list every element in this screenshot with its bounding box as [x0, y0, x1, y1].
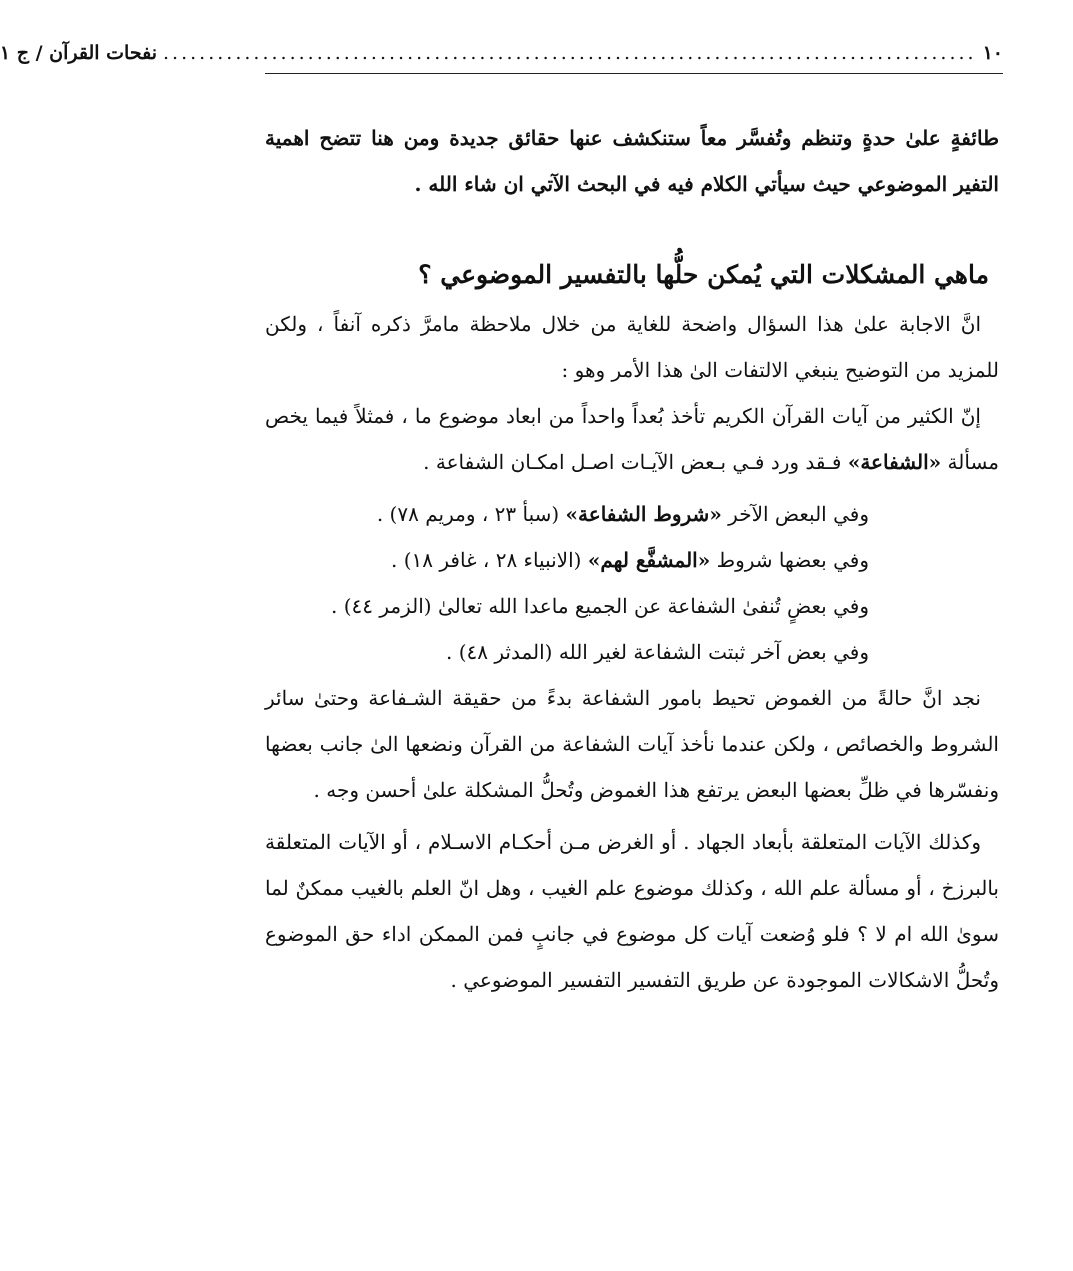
emphasis-conditions: «شروط الشفاعة»	[565, 502, 722, 526]
section-heading: ماهي المشكلات التي يُمكن حلُّها بالتفسير الموضوعي ؟	[418, 260, 989, 289]
paragraph-text: إنّ الكثير من آيات القرآن الكريم تأخذ بُعداً واحداً من ابعاد موضوع ما ، فمثلاً فيما يخص مسألة	[265, 404, 999, 474]
list-item-negation: وفي بعضٍ تُنفىٰ الشفاعة عن الجميع ماعدا الله تعالىٰ (الزمر ٤٤) .	[330, 594, 869, 618]
book-title: نفحات القرآن / ج ١	[0, 42, 158, 64]
intro-paragraph: طائفةٍ علىٰ حدةٍ وتنظم وتُفسَّر معاً ستنكشف عنها حقائق جديدة ومن هنا تتضح اهمية التفير الموضوعي حيث سيأتي الكلام فيه في البحث الآتي ان شاء الله .	[265, 126, 999, 196]
header-rule	[265, 73, 1003, 74]
running-header	[0, 38, 1003, 68]
paragraph-other-topics: وكذلك الآيات المتعلقة بأبعاد الجهاد . أو الغرض مـن أحكـام الاسـلام ، أو الآيات المتعلقة بالبرزخ ، أو مسألة علم الله ، وكذلك موضوع علم الغيب ، وهل انّ العلم بالغيب ممكنٌ لما سوىٰ الله ام لا ؟ فلو وُضعت آيات كل موضوع في جانبٍ فمن الممكن اداء حق الموضوع وتُحلُّ الاشكالات الموجودة عن طريق التفسير التفسير الموضوعي .	[265, 830, 1000, 992]
page-number: ١٠	[982, 42, 1003, 64]
list-item-intercessees	[265, 537, 999, 583]
paragraph-shafaa-example	[265, 393, 999, 485]
emphasis-intercessees: «المشفَّع لهم»	[587, 548, 711, 572]
body-text	[265, 115, 999, 1003]
list-item-text: وفي بعضها شروط	[710, 548, 869, 572]
list-item-conditions	[265, 491, 999, 537]
paragraph-text: فـقد ورد فـي بـعض الآيـات اصـل امكـان الشفاعة .	[423, 450, 848, 474]
paragraph-ambiguity: نجد انَّ حالةً من الغموض تحيط بامور الشفاعة بدءً من حقيقة الشـفاعة وحتىٰ سائر الشروط والخصائص ، ولكن عندما نأخذ آيات الشفاعة من القرآن ونضعها الىٰ جانب بعضها ونفسّرها في ظلِّ بعضها البعض يرتفع هذا الغموض وتُحلُّ المشكلة علىٰ أحسن وجه .	[265, 686, 999, 802]
list-item-affirmation: وفي بعض آخر ثبتت الشفاعة لغير الله (المدثر ٤٨) .	[446, 640, 869, 664]
paragraph-answer: انَّ الاجابة علىٰ هذا السؤال واضحة للغاية من خلال ملاحظة مامرَّ ذكره آنفاً ، ولكن للمزيد من التوضيح ينبغي الالتفات الىٰ هذا الأمر وهو :	[265, 312, 999, 382]
list-item-text: (سبأ ٢٣ ، ومريم ٧٨) .	[376, 502, 566, 526]
list-item-text: وفي البعض الآخر	[721, 502, 869, 526]
emphasis-shafaa: «الشفاعة»	[847, 450, 942, 474]
header-leader-dots: ..........................................................................................	[163, 42, 977, 64]
list-item-text: (الانبياء ٢٨ ، غافر ١٨) .	[391, 548, 588, 572]
